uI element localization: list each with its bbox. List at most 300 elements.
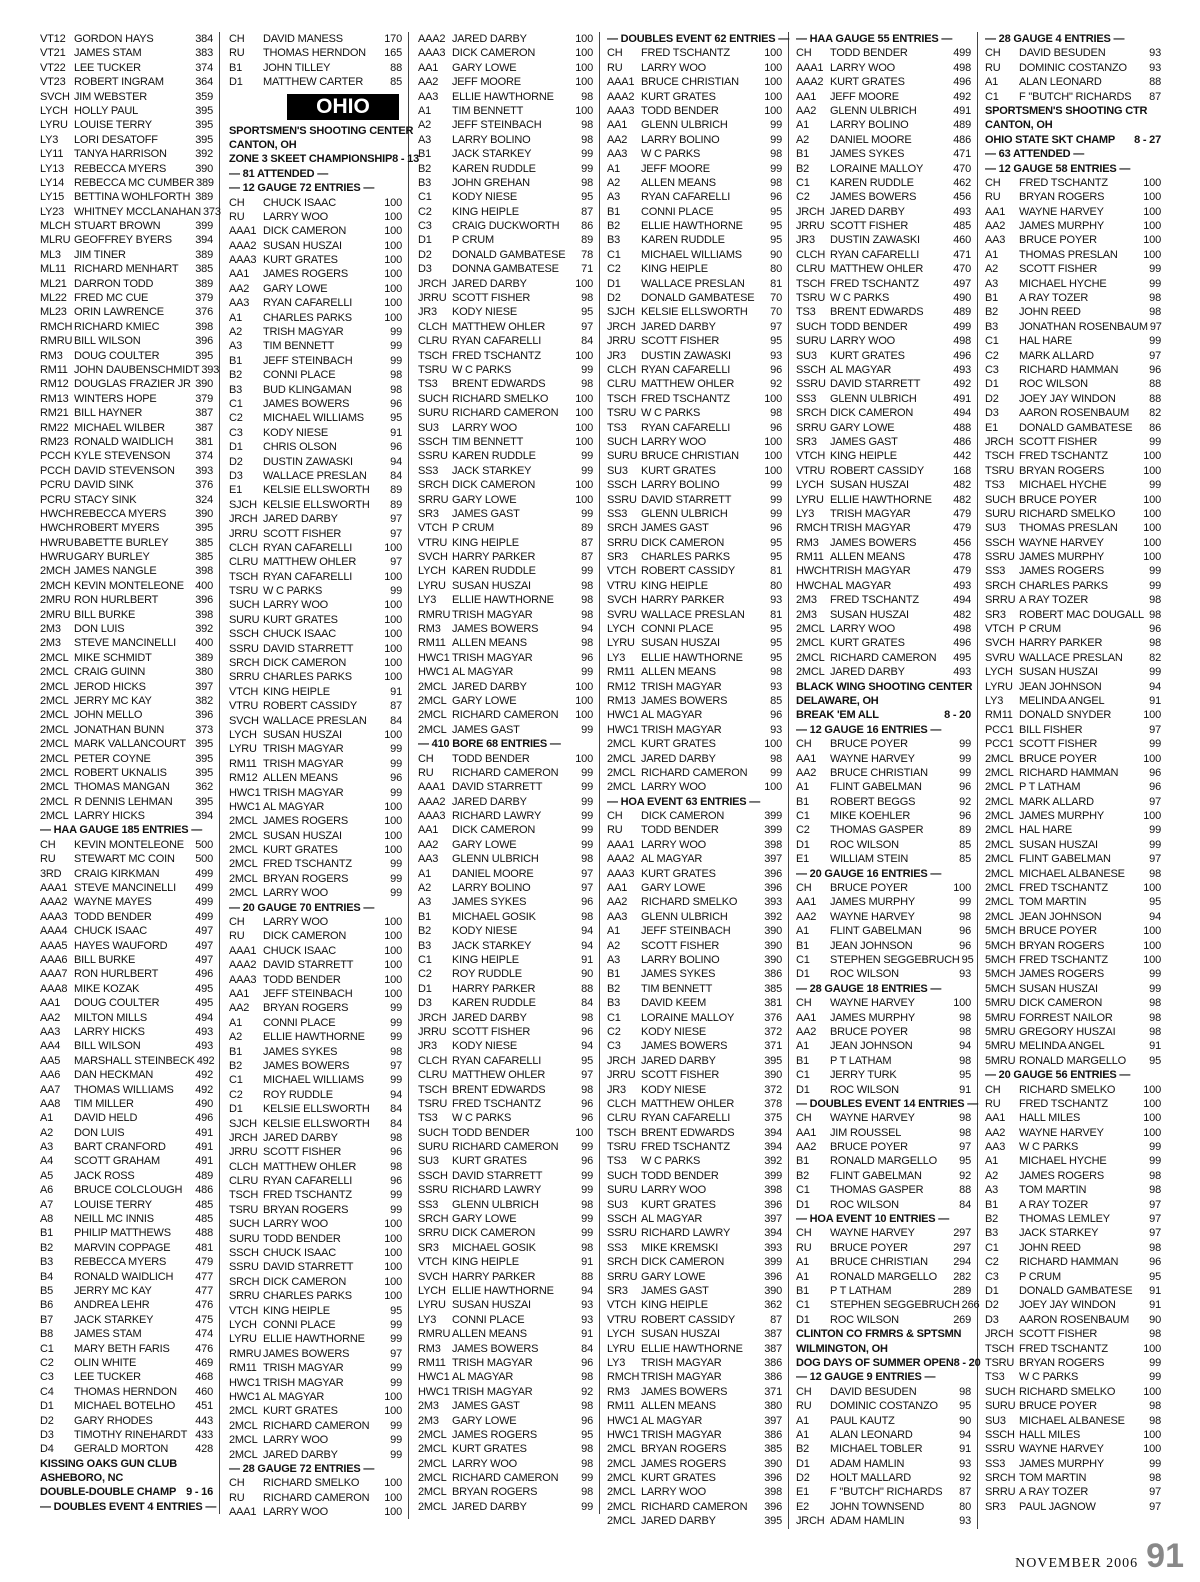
result-row: [418, 967, 593, 981]
shooter-name: WAYNE HARVEY: [1019, 205, 1104, 218]
result-row: [418, 1313, 593, 1327]
shooter-name: GARY LOWE: [641, 1270, 706, 1283]
class-code: SU3: [796, 349, 817, 362]
class-code: 2MCL: [40, 781, 69, 794]
shooter-name: FLINT GABELMAN: [1019, 853, 1111, 866]
result-row: [985, 349, 1161, 363]
shooter-name: SUSAN HUSZAI: [263, 728, 342, 741]
score: 499: [953, 320, 971, 333]
shooter-name: CHUCK ISAAC: [263, 628, 336, 641]
shooter-name: HARRY PARKER: [641, 594, 725, 607]
shooter-name: DONNA GAMBATESE: [452, 263, 559, 276]
score: 95: [770, 637, 782, 650]
shooter-name: RICHARD MENHART: [74, 263, 179, 276]
class-code: AAA3: [229, 254, 257, 267]
result-row: [607, 1385, 782, 1399]
result-row: [796, 435, 971, 449]
result-row: [985, 464, 1161, 478]
score: 100: [1143, 493, 1161, 506]
score: 98: [770, 148, 782, 161]
score: 100: [384, 210, 402, 223]
shooter-name: BRUCE COLCLOUGH: [74, 1184, 183, 1197]
score: 99: [1149, 565, 1161, 578]
score: 87: [959, 1486, 971, 1499]
score: 482: [953, 608, 971, 621]
score: 393: [201, 363, 220, 376]
class-code: AA2: [796, 104, 817, 117]
class-code: SJCH: [607, 306, 635, 319]
shooter-name: TANYA HARRISON: [74, 148, 167, 161]
class-code: CLCH: [607, 1097, 637, 1110]
shooter-name: FLINT GABELMAN: [830, 781, 922, 794]
score: 99: [1149, 479, 1161, 492]
result-row: [40, 176, 213, 190]
result-row: [40, 305, 213, 319]
shooter-name: JAMES BOWERS: [641, 1040, 728, 1053]
score: 398: [764, 838, 782, 851]
result-row: [418, 838, 593, 852]
score: 87: [770, 1313, 782, 1326]
class-code: RMRU: [40, 335, 73, 348]
score: 478: [953, 551, 971, 564]
result-row: [229, 311, 402, 325]
result-row: [607, 248, 782, 262]
shooter-name: CHARLES PARKS: [263, 311, 352, 324]
result-row: [40, 895, 213, 909]
shooter-name: WHITNEY MCCLANAHAN: [74, 205, 201, 218]
class-code: 2MCL: [985, 882, 1014, 895]
shooter-name: ROBERT CASSIDY: [263, 700, 357, 713]
class-code: 2MCL: [40, 723, 69, 736]
result-row: [418, 1414, 593, 1428]
score: 91: [581, 1256, 593, 1269]
score: 99: [390, 354, 402, 367]
score: 479: [953, 565, 971, 578]
class-code: RM13: [607, 694, 636, 707]
score: 168: [953, 464, 971, 477]
result-row: [796, 392, 971, 406]
score: 100: [1143, 1126, 1161, 1139]
class-code: LY3: [796, 507, 815, 520]
score: 362: [764, 1299, 782, 1312]
score: 479: [953, 522, 971, 535]
event-heading: [796, 1356, 981, 1370]
class-code: CLCH: [418, 320, 448, 333]
shooter-name: LARRY WOO: [641, 1184, 707, 1197]
result-row: [40, 104, 213, 118]
class-code: A4: [40, 1155, 54, 1168]
shooter-name: GARY BURLEY: [74, 551, 150, 564]
shooter-name: BILL WILSON: [74, 1040, 141, 1053]
shooter-name: GARY LOWE: [641, 882, 706, 895]
score: 98: [1149, 1400, 1161, 1413]
shooter-name: GLENN ULBRICH: [641, 507, 728, 520]
shooter-name: KODY NIESE: [452, 306, 518, 319]
score: 396: [764, 1198, 782, 1211]
shooter-name: TRISH MAGYAR: [452, 651, 533, 664]
score: 99: [1149, 982, 1161, 995]
score: 97: [770, 320, 782, 333]
result-row: [40, 780, 213, 794]
shooter-name: ADAM HAMLIN: [830, 1515, 905, 1528]
class-code: TSCH: [796, 277, 826, 290]
shooter-name: REBECCA MYERS: [74, 1256, 167, 1269]
result-row: [229, 541, 402, 555]
shooter-name: ALAN LEONARD: [830, 1428, 913, 1441]
score: 395: [195, 766, 213, 779]
class-code: AAA3: [40, 910, 68, 923]
shooter-name: RYAN CAFARELLI: [830, 248, 920, 261]
result-row: [40, 1068, 213, 1082]
class-code: 2MCL: [796, 637, 825, 650]
class-code: CH: [985, 176, 1001, 189]
result-row: [418, 1485, 593, 1499]
class-code: AA1: [985, 205, 1006, 218]
result-row: [985, 363, 1161, 377]
result-row: [418, 1011, 593, 1025]
score: 95: [1149, 896, 1161, 909]
result-row: [229, 1217, 402, 1231]
class-code: D1: [796, 1457, 810, 1470]
class-code: SSRU: [985, 551, 1015, 564]
score: 289: [953, 1284, 971, 1297]
result-row: [40, 636, 213, 650]
shooter-name: MIKE SCHMIDT: [74, 651, 152, 664]
shooter-name: GERALD MORTON: [74, 1443, 169, 1456]
result-row: [229, 1318, 402, 1332]
result-row: [418, 852, 593, 866]
class-code: 2MCL: [607, 1443, 636, 1456]
class-code: SUCH: [229, 1218, 260, 1231]
score: 96: [959, 939, 971, 952]
result-row: [985, 924, 1161, 938]
score: 99: [770, 479, 782, 492]
class-code: A2: [607, 176, 621, 189]
class-code: LY15: [40, 191, 65, 204]
shooter-name: JAMES STAM: [74, 1328, 142, 1341]
class-code: HWC1: [229, 1390, 261, 1403]
score: 87: [390, 700, 402, 713]
class-code: AA1: [607, 882, 628, 895]
class-code: LYRU: [985, 680, 1013, 693]
class-code: SRRU: [607, 1270, 638, 1283]
class-code: HWC1: [607, 723, 639, 736]
score: 492: [953, 90, 971, 103]
result-row: [229, 714, 402, 728]
result-row: [796, 75, 971, 89]
result-row: [418, 723, 593, 737]
result-row: [607, 291, 782, 305]
score: 85: [959, 853, 971, 866]
shooter-name: JAMES BOWERS: [263, 1347, 350, 1360]
score: 98: [1149, 1025, 1161, 1038]
shooter-name: MICHAEL ALBANESE: [1019, 1414, 1125, 1427]
result-row: [796, 737, 971, 751]
class-code: TSRU: [985, 1356, 1015, 1369]
class-code: HWC1: [418, 651, 450, 664]
score: 99: [581, 766, 593, 779]
score: 88: [581, 982, 593, 995]
result-row: [985, 1054, 1161, 1068]
result-row: [229, 814, 402, 828]
result-row: [418, 766, 593, 780]
shooter-name: BRENT EDWARDS: [452, 1083, 546, 1096]
result-row: [418, 1183, 593, 1197]
shooter-name: HOLLY PAUL: [74, 104, 139, 117]
result-row: [229, 1232, 402, 1246]
score: 99: [959, 766, 971, 779]
shooter-name: DUSTIN ZAWASKI: [641, 349, 731, 362]
result-row: [607, 766, 782, 780]
class-code: JRCH: [229, 1131, 258, 1144]
class-code: SSCH: [418, 1169, 448, 1182]
score: 95: [770, 220, 782, 233]
class-code: JRCH: [985, 435, 1014, 448]
result-row: [796, 1457, 971, 1471]
result-row: [607, 162, 782, 176]
shooter-name: TRISH MAGYAR: [641, 680, 722, 693]
result-row: [796, 809, 971, 823]
result-row: [40, 694, 213, 708]
class-code: HWC1: [607, 1414, 639, 1427]
class-code: SURU: [985, 507, 1016, 520]
result-row: [418, 1212, 593, 1226]
score: 90: [581, 968, 593, 981]
result-row: [229, 1045, 402, 1059]
score: 98: [1149, 1184, 1161, 1197]
score: 99: [1149, 335, 1161, 348]
score: 385: [764, 982, 782, 995]
score: 266: [961, 1299, 980, 1312]
shooter-name: TRISH MAGYAR: [641, 723, 722, 736]
result-row: [796, 795, 971, 809]
shooter-name: ROC WILSON: [830, 1083, 899, 1096]
shooter-name: JOHN MELLO: [74, 709, 143, 722]
score: 98: [581, 176, 593, 189]
shooter-name: JAMES MURPHY: [1019, 551, 1104, 564]
result-row: [229, 267, 402, 281]
class-code: LYCH: [229, 1318, 257, 1331]
class-code: ML22: [40, 292, 67, 305]
shooter-name: JEAN JOHNSON: [830, 939, 913, 952]
result-row: [607, 1356, 782, 1370]
class-code: RU: [229, 1491, 245, 1504]
result-row: [985, 1126, 1161, 1140]
score: 84: [959, 1198, 971, 1211]
score: 389: [195, 277, 213, 290]
shooter-name: FRED TSCHANTZ: [263, 1189, 352, 1202]
result-row: [229, 857, 402, 871]
class-code: VTCH: [418, 522, 448, 535]
result-row: [985, 579, 1161, 593]
result-row: [607, 939, 782, 953]
score: 92: [770, 378, 782, 391]
class-code: AA3: [40, 1025, 61, 1038]
shooter-name: ADAM HAMLIN: [830, 1457, 905, 1470]
score: 100: [1143, 205, 1161, 218]
result-row: [40, 262, 213, 276]
class-code: HWC1: [607, 709, 639, 722]
shooter-name: JARED DARBY: [452, 277, 527, 290]
score: 99: [581, 666, 593, 679]
class-code: RMCH: [607, 1371, 640, 1384]
result-row: [985, 665, 1161, 679]
class-code: 2MCL: [418, 680, 447, 693]
shooter-name: JAMES SYKES: [830, 148, 905, 161]
class-code: LYRU: [607, 637, 635, 650]
result-row: [40, 118, 213, 132]
result-row: [40, 421, 213, 435]
score: 485: [195, 1198, 213, 1211]
class-code: SSRU: [418, 450, 448, 463]
score: 97: [390, 527, 402, 540]
result-row: [40, 593, 213, 607]
shooter-name: THOMAS MANGAN: [74, 781, 170, 794]
score: 99: [581, 795, 593, 808]
shooter-name: ELLIE HAWTHORNE: [452, 90, 554, 103]
shooter-name: JAMES MURPHY: [830, 1011, 915, 1024]
score: 497: [195, 954, 213, 966]
shooter-name: LARRY WOO: [263, 210, 329, 223]
shooter-name: TODD BENDER: [74, 910, 152, 923]
shooter-name: DICK CAMERON: [830, 407, 914, 420]
shooter-name: GEOFFREY BYERS: [74, 234, 172, 247]
score: 97: [581, 1069, 593, 1082]
shooter-name: RICHARD SMELKO: [1019, 1083, 1116, 1096]
shooter-name: RICHARD CAMERON: [452, 709, 559, 722]
shooter-name: KELSIE ELLSWORTH: [263, 1117, 370, 1130]
shooter-name: AL MAGYAR: [830, 363, 892, 376]
result-row: [607, 1212, 782, 1226]
shooter-name: TRISH MAGYAR: [641, 1428, 722, 1441]
class-code: A3: [418, 896, 432, 909]
class-code: CLRU: [229, 1175, 259, 1188]
score: 100: [1143, 709, 1161, 722]
result-row: [40, 1327, 213, 1341]
score: 98: [1149, 1414, 1161, 1427]
result-row: [418, 996, 593, 1010]
shooter-name: LARRY HICKS: [74, 810, 145, 823]
class-code: 5MCH: [985, 968, 1016, 981]
score: 94: [581, 1040, 593, 1053]
shooter-name: JAMES GAST: [452, 507, 520, 520]
class-code: 2MCL: [40, 694, 69, 707]
shooter-name: TRISH MAGYAR: [830, 507, 911, 520]
score: 372: [764, 1083, 782, 1096]
result-row: [796, 176, 971, 190]
result-row: [985, 708, 1161, 722]
score: 87: [581, 551, 593, 564]
shooter-name: LARRY WOO: [263, 887, 329, 900]
result-row: [418, 464, 593, 478]
event-heading: [796, 708, 971, 722]
result-row: [985, 233, 1161, 247]
shooter-name: AL MAGYAR: [263, 800, 325, 813]
result-row: [607, 521, 782, 535]
result-row: [40, 852, 213, 866]
score: 400: [195, 579, 213, 592]
class-code: D2: [607, 292, 621, 305]
shooter-name: FRED TSCHANTZ: [1019, 176, 1108, 189]
score: 383: [195, 47, 213, 60]
shooter-name: WAYNE HARVEY: [1019, 1443, 1104, 1456]
class-code: SSRU: [418, 1184, 448, 1197]
class-code: SRCH: [985, 1472, 1016, 1485]
class-code: B2: [607, 982, 621, 995]
score: 100: [764, 435, 782, 448]
result-row: [418, 90, 593, 104]
class-code: TSRU: [985, 464, 1015, 477]
event-dates: 9 - 16: [186, 1486, 213, 1499]
shooter-name: OLIN WHITE: [74, 1356, 137, 1369]
result-row: [40, 795, 213, 809]
result-row: [229, 1376, 402, 1390]
result-row: [418, 752, 593, 766]
class-code: C1: [40, 1342, 54, 1355]
result-row: [607, 708, 782, 722]
result-row: [796, 363, 971, 377]
result-row: [796, 1428, 971, 1442]
class-code: A1: [796, 1040, 810, 1053]
class-code: RU: [985, 1097, 1001, 1110]
score: 100: [384, 1261, 402, 1274]
result-row: [607, 1442, 782, 1456]
shooter-name: PETER COYNE: [74, 752, 151, 765]
shooter-name: KURT GRATES: [641, 867, 716, 880]
score: 98: [770, 407, 782, 420]
class-code: 2MCL: [985, 810, 1014, 823]
class-code: 2MCL: [985, 781, 1014, 794]
result-row: [40, 967, 213, 981]
class-code: VTCH: [229, 1304, 259, 1317]
shooter-name: TOM MARTIN: [1019, 1472, 1087, 1485]
score: 489: [953, 119, 971, 132]
score: 95: [770, 651, 782, 664]
result-row: [229, 1419, 402, 1433]
result-row: [985, 953, 1161, 967]
score: 96: [390, 397, 402, 410]
shooter-name: NEILL MC INNIS: [74, 1213, 154, 1226]
result-row: [607, 406, 782, 420]
class-code: SR3: [796, 435, 817, 448]
score: 100: [1143, 536, 1161, 549]
result-row: [418, 305, 593, 319]
class-code: B4: [40, 1270, 54, 1283]
shooter-name: GARY LOWE: [830, 421, 895, 434]
score: 99: [581, 507, 593, 520]
result-row: [229, 1102, 402, 1116]
class-code: CH: [607, 810, 623, 823]
result-row: [607, 320, 782, 334]
shooter-name: TRISH MAGYAR: [263, 1362, 344, 1375]
shooter-name: JERRY MC KAY: [74, 1284, 152, 1297]
class-code: 2MRU: [40, 608, 71, 621]
class-code: SRRU: [985, 594, 1016, 607]
result-row: [40, 1183, 213, 1197]
shooter-name: BRYAN ROGERS: [1019, 1356, 1105, 1369]
class-code: AA2: [229, 1002, 250, 1015]
score: 94: [581, 925, 593, 938]
score: 100: [1143, 1385, 1161, 1398]
score: 98: [390, 383, 402, 396]
score: 390: [195, 162, 213, 175]
result-row: [40, 277, 213, 291]
shooter-name: P CRUM: [1019, 1270, 1061, 1283]
class-code: 2MCL: [40, 651, 69, 664]
result-row: [418, 1356, 593, 1370]
shooter-name: TRISH MAGYAR: [830, 522, 911, 535]
score: 96: [581, 896, 593, 909]
